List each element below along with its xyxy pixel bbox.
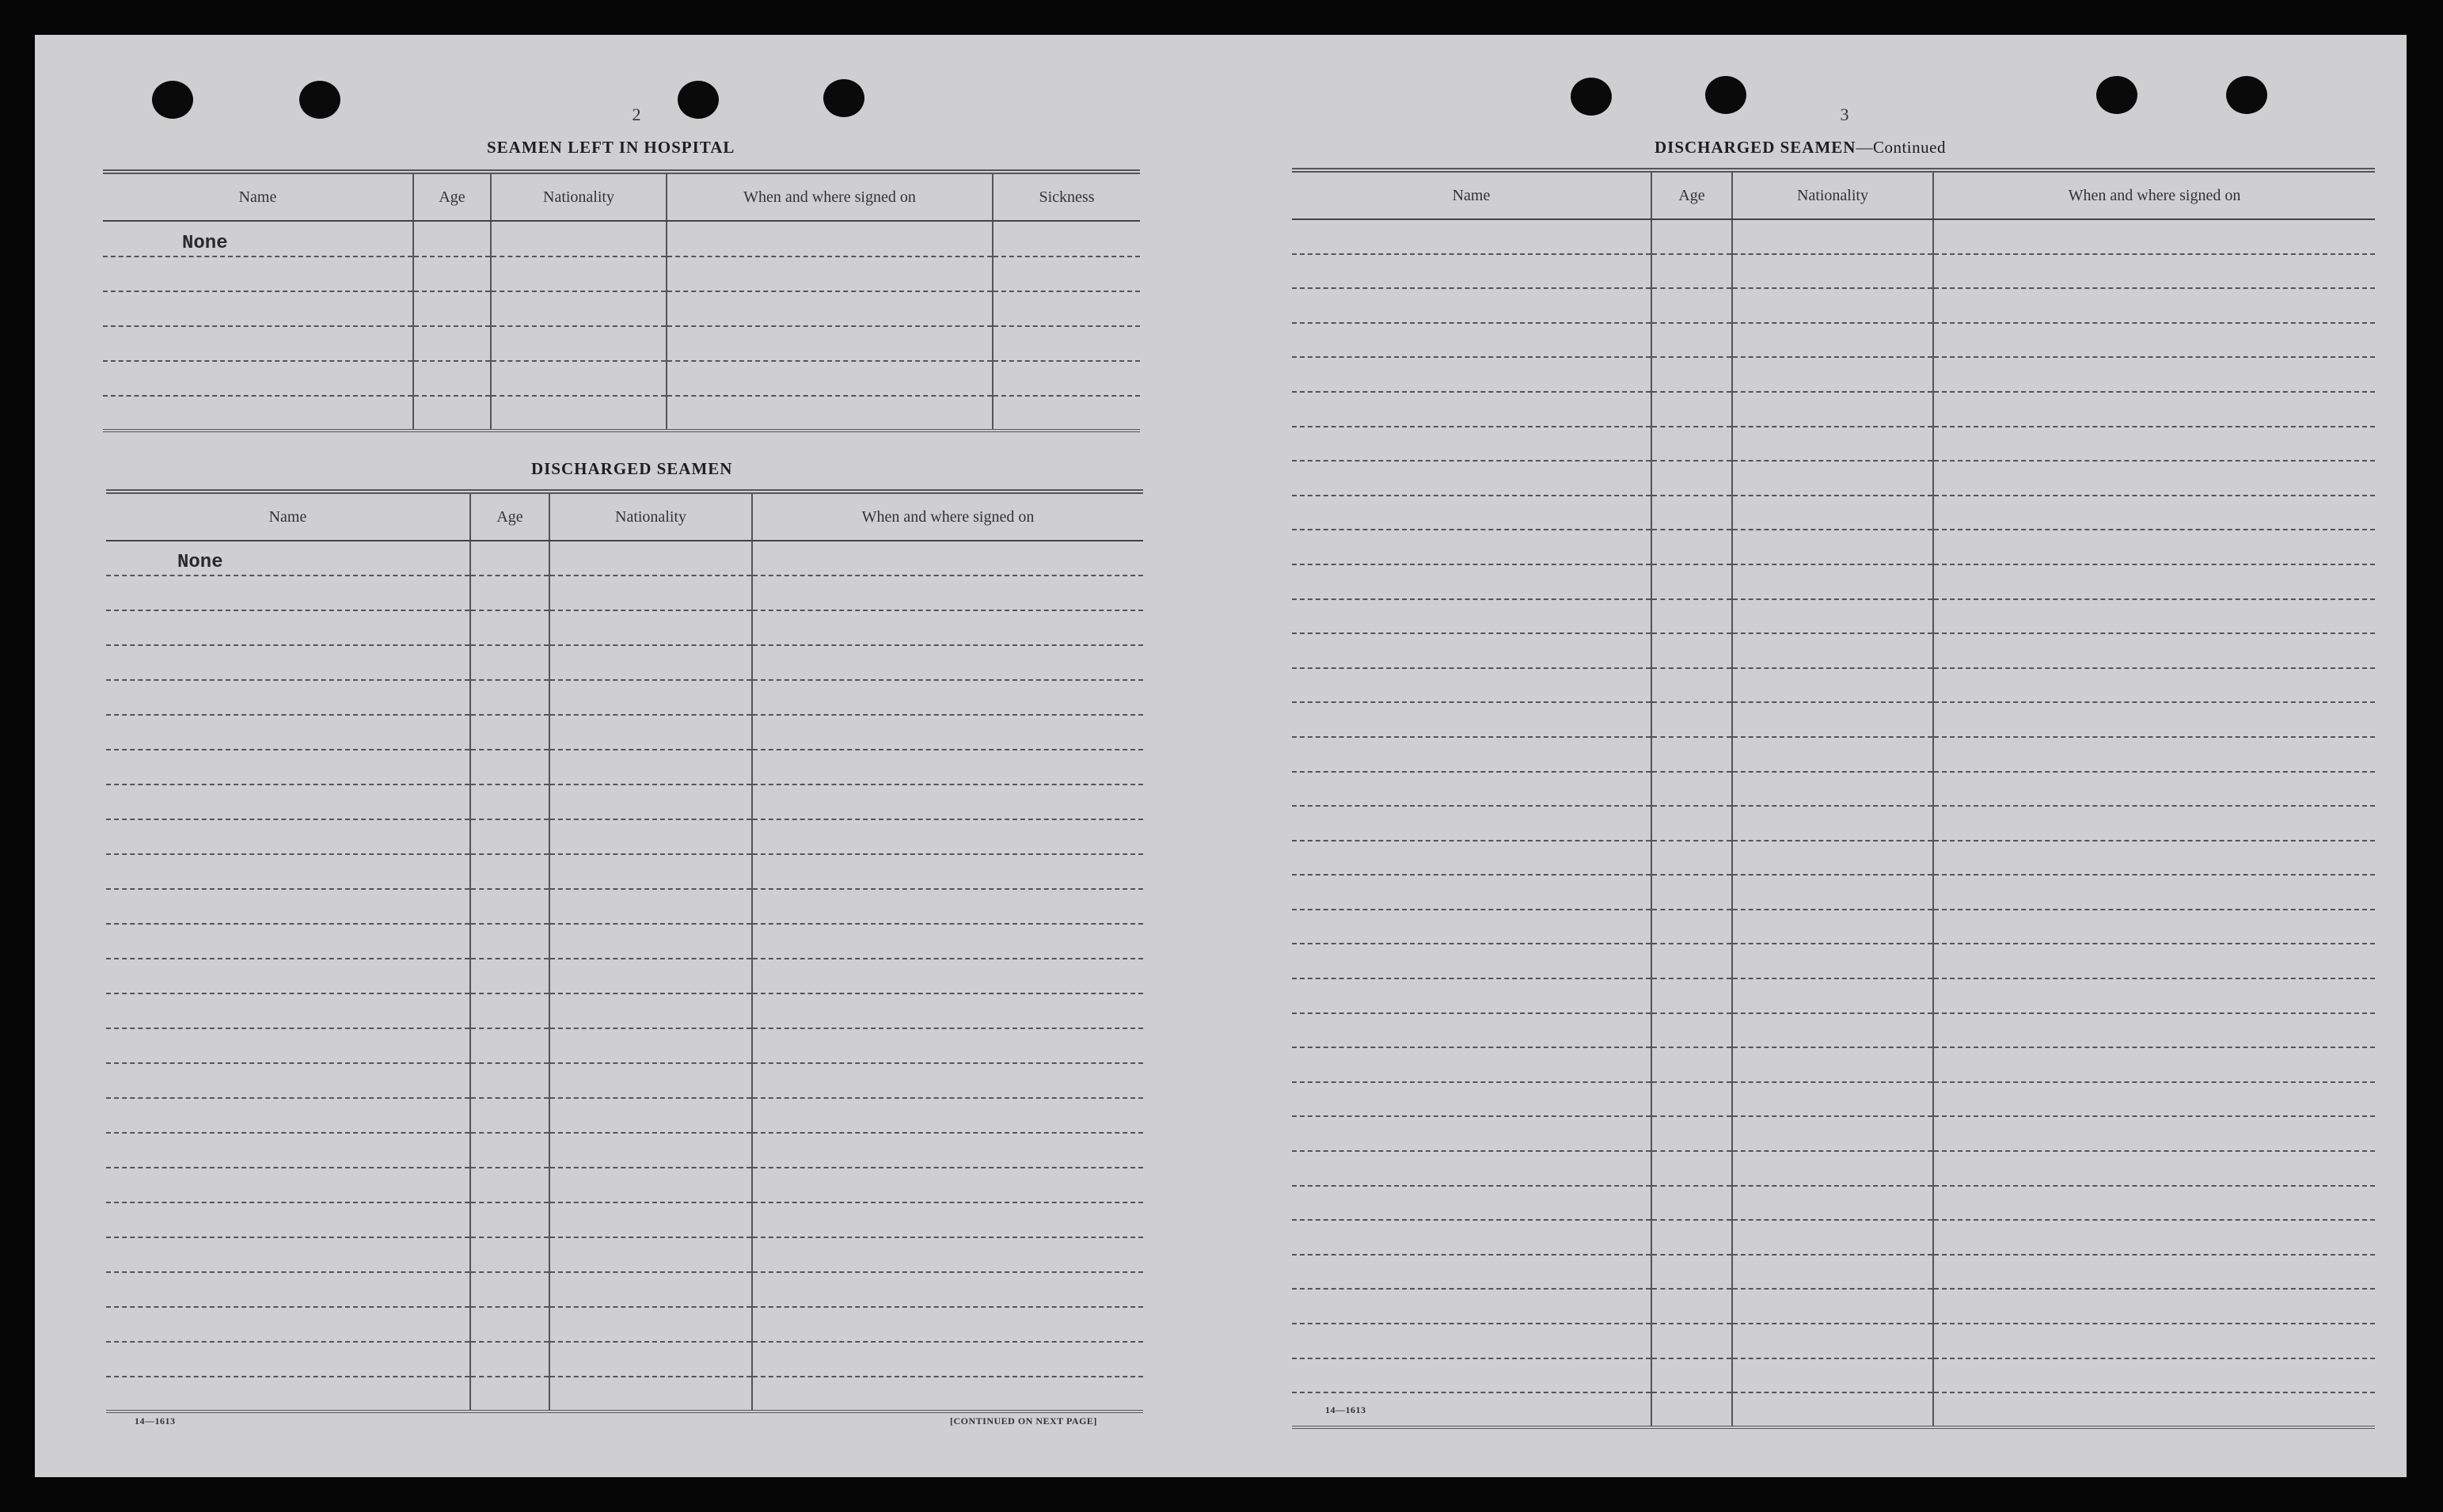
table-row [106, 1342, 1143, 1377]
table-row [103, 396, 1140, 431]
table-row [106, 854, 1143, 889]
table-row [1292, 1289, 2375, 1324]
table-row [106, 645, 1143, 680]
table-row [1292, 530, 2375, 564]
discharged-continued-title-main: DISCHARGED SEAMEN [1655, 138, 1856, 157]
table-row [106, 750, 1143, 784]
table-row [1292, 1151, 2375, 1186]
table-row [106, 993, 1143, 1028]
table-row [1292, 323, 2375, 358]
hospital-entry-name: None [103, 221, 413, 256]
table-row [106, 680, 1143, 715]
discharged-section-title: DISCHARGED SEAMEN [531, 459, 733, 478]
table-row [106, 1307, 1143, 1342]
table-row [1292, 357, 2375, 392]
table-row [1292, 806, 2375, 841]
table-row [1292, 1186, 2375, 1221]
table-row [1292, 1082, 2375, 1117]
table-row [1292, 564, 2375, 599]
table-row [106, 1237, 1143, 1272]
table-row [1292, 1013, 2375, 1048]
col-header-age: Age [413, 172, 491, 221]
table-row [106, 889, 1143, 924]
table-row [1292, 910, 2375, 944]
col-header-age: Age [470, 492, 549, 541]
table-row [1292, 841, 2375, 876]
discharged-continued-table [1292, 168, 2375, 1429]
table-row [1292, 978, 2375, 1013]
form-number-right: 14—1613 [1325, 1404, 1366, 1415]
table-row [1292, 1255, 2375, 1290]
punch-hole [678, 81, 719, 119]
table-row [106, 610, 1143, 645]
table-row [1292, 392, 2375, 427]
punch-hole [152, 81, 193, 119]
table-row [103, 361, 1140, 396]
col-header-signed-on: When and where signed on [667, 172, 993, 221]
table-row [1292, 219, 2375, 254]
discharged-table-header [106, 492, 1143, 541]
col-header-signed-on: When and where signed on [1933, 170, 2375, 219]
discharged-continued-table-header [1292, 170, 2375, 219]
punch-hole [2226, 76, 2267, 114]
table-row [1292, 737, 2375, 772]
hospital-table [103, 169, 1140, 432]
page-number-right: 3 [1840, 104, 1849, 124]
table-row [106, 576, 1143, 610]
punch-hole [823, 79, 864, 117]
table-row [106, 959, 1143, 993]
hospital-section-title: SEAMEN LEFT IN HOSPITAL [487, 138, 735, 157]
table-row [1292, 1220, 2375, 1255]
continued-note: [CONTINUED ON NEXT PAGE] [950, 1415, 1097, 1427]
table-row [1292, 1324, 2375, 1358]
table-row [106, 1168, 1143, 1202]
col-header-age: Age [1651, 170, 1732, 219]
col-header-name: Name [103, 172, 413, 221]
table-row [106, 1272, 1143, 1307]
discharged-table [106, 489, 1143, 1413]
discharged-entry-name: None [106, 541, 470, 576]
table-row [106, 784, 1143, 819]
table-row [106, 1098, 1143, 1133]
table-row [106, 1202, 1143, 1237]
table-row [106, 1063, 1143, 1098]
table-row [106, 1133, 1143, 1168]
discharged-continued-title [1655, 138, 1946, 158]
table-row [1292, 461, 2375, 496]
table-row [103, 326, 1140, 361]
continued-suffix: —Continued [1856, 138, 1946, 157]
col-header-nationality: Nationality [549, 492, 752, 541]
table-row [1292, 1358, 2375, 1393]
table-row [1292, 1047, 2375, 1082]
table-row [1292, 772, 2375, 807]
punch-hole [2096, 76, 2137, 114]
punch-hole [1705, 76, 1746, 114]
table-row [1292, 496, 2375, 530]
table-row [1292, 1116, 2375, 1151]
table-row [106, 1028, 1143, 1063]
table-row [106, 541, 1143, 576]
table-row [1292, 702, 2375, 737]
table-row [1292, 944, 2375, 978]
table-row [106, 819, 1143, 854]
form-sheet [35, 35, 2407, 1477]
col-header-signed-on: When and where signed on [752, 492, 1143, 541]
punch-hole [1571, 78, 1612, 116]
punch-hole [299, 81, 340, 119]
col-header-nationality: Nationality [491, 172, 667, 221]
table-row [103, 256, 1140, 291]
page-number-left: 2 [632, 104, 641, 124]
col-header-nationality: Nationality [1732, 170, 1933, 219]
table-row [1292, 288, 2375, 323]
col-header-name: Name [106, 492, 470, 541]
col-header-sickness: Sickness [993, 172, 1140, 221]
table-row [1292, 427, 2375, 462]
table-row [1292, 633, 2375, 668]
table-row [1292, 668, 2375, 703]
table-row [103, 291, 1140, 326]
table-row [106, 1377, 1143, 1411]
hospital-table-header [103, 172, 1140, 221]
col-header-name: Name [1292, 170, 1651, 219]
table-row [103, 221, 1140, 256]
table-row [106, 924, 1143, 959]
table-row [1292, 254, 2375, 289]
table-row [1292, 599, 2375, 634]
table-row [106, 715, 1143, 750]
table-row [1292, 1392, 2375, 1427]
table-row [1292, 875, 2375, 910]
form-number-left: 14—1613 [135, 1415, 176, 1427]
